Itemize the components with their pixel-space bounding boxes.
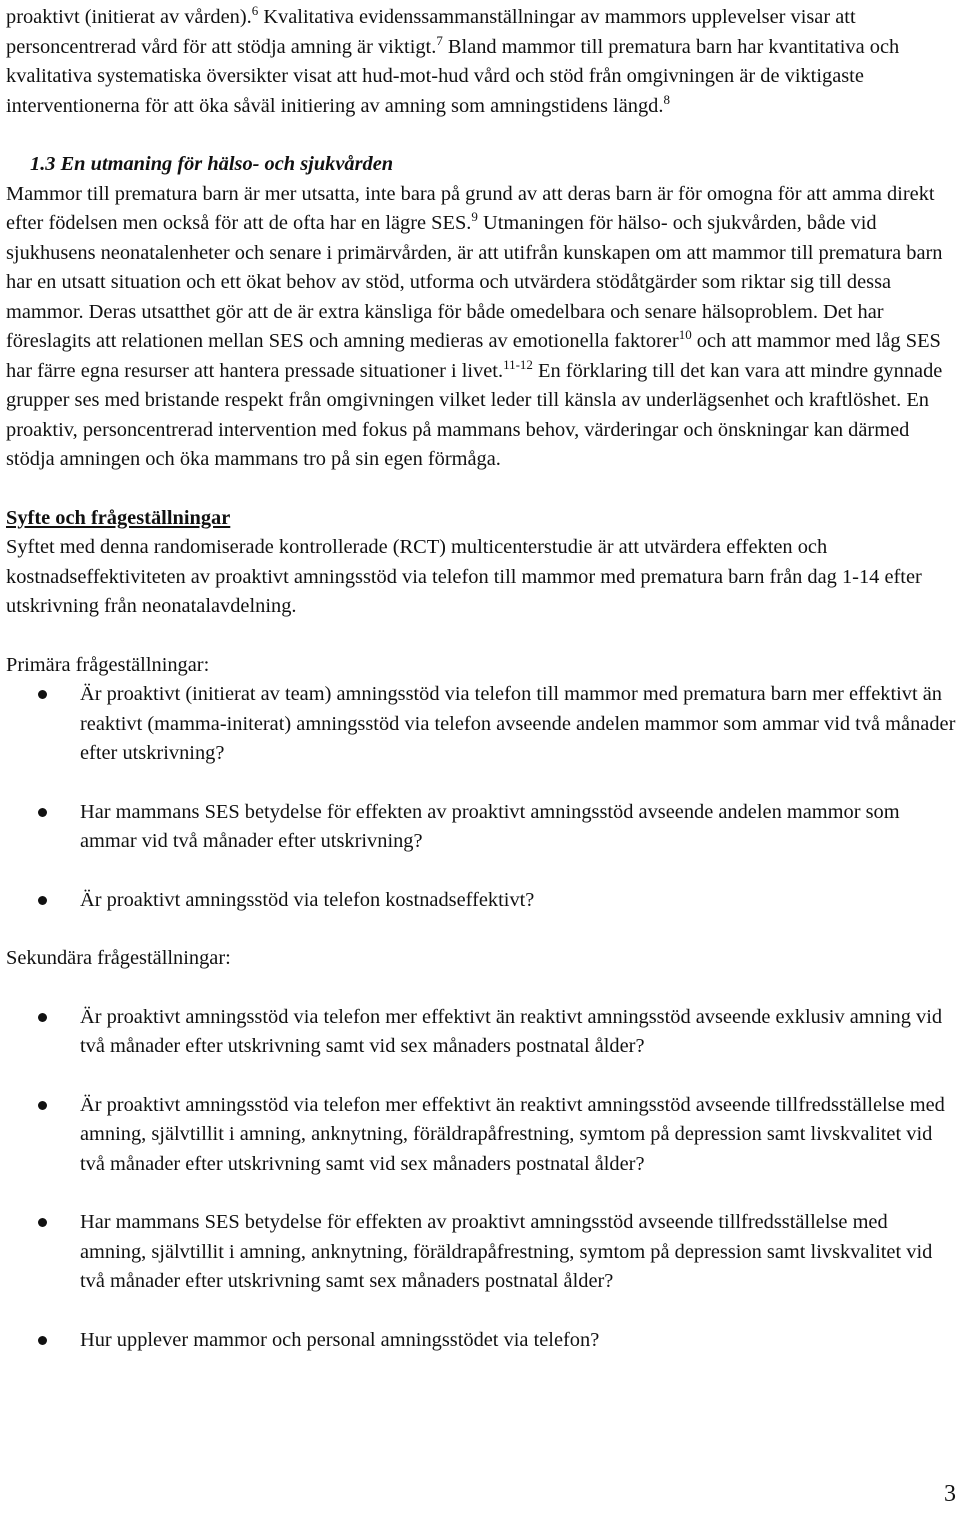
reference-8: 8 — [663, 91, 670, 107]
primary-questions-list — [6, 680, 956, 915]
secondary-questions-list — [6, 1003, 956, 1356]
bullet-icon — [38, 1336, 47, 1345]
bullet-icon — [38, 896, 47, 905]
bullet-icon — [38, 808, 47, 817]
list-item: Har mammans SES betydelse för effekten av proaktivt amningsstöd avseende andelen mammor som ammar vid två månader efter utskrivning? — [6, 798, 956, 857]
list-item: Hur upplever mammor och personal amningsstödet via telefon? — [6, 1326, 956, 1356]
reference-9: 9 — [471, 209, 478, 224]
list-item: Är proaktivt amningsstöd via telefon kostnadseffektivt? — [6, 886, 956, 916]
syfte-heading: Syfte och frågeställningar — [6, 506, 231, 529]
list-item: Har mammans SES betydelse för effekten av proaktivt amningsstöd avseende tillfredsställelse med amning, självtillit i amning, anknytning, föräldrapåfrestning, symtom på depression samt livskvalitet vid två månader efter utskrivning samt sex månaders postnatal ålder? — [6, 1208, 956, 1297]
bullet-icon — [38, 1101, 47, 1110]
intro-paragraph: proaktivt (initierat av vården).$^6$ Kvalitativa evidenssammanställningar av mammors upplevelser visar att personcentrerad vård för att stödja amning är viktigt.$^7$ Bland mammor till prematura barn har kvantitativa och kvalitativa systematiska översikter visat att hud-mot-hud vård och stöd från omgivningen är de viktigaste interventionerna för att öka såväl initiering av amning som amningstidens längd.$^8$ — [6, 3, 900, 117]
bullet-icon — [38, 1013, 47, 1022]
secondary-questions-label: Sekundära frågeställningar: — [6, 947, 231, 969]
bullet-icon — [38, 690, 47, 699]
section-heading-1-3: 1.3 En utmaning för hälso- och sjukvården — [30, 153, 394, 175]
list-item: Är proaktivt amningsstöd via telefon mer effektivt än reaktivt amningsstöd avseende tillfredsställelse med amning, självtillit i amning, anknytning, föräldrapåfrestning, symtom på depression samt livskvalitet vid två månader efter utskrivning samt vid sex månaders postnatal ålder? — [6, 1091, 956, 1180]
page-number: 3 — [944, 1481, 956, 1507]
reference-10: 10 — [678, 327, 692, 342]
primary-questions-label: Primära frågeställningar: — [6, 653, 210, 676]
reference-7: 7 — [436, 32, 443, 48]
document-page — [6, 3, 956, 1355]
reference-11-12: 11-12 — [503, 356, 533, 372]
reference-6: 6 — [251, 3, 259, 18]
bullet-icon — [38, 1218, 47, 1227]
syfte-paragraph: Syftet med denna randomiserade kontrollerade (RCT) multicenterstudie är att utvärdera effekten och kostnadseffektiviteten av proaktivt amningsstöd via telefon till mammor med prematura barn från dag 1-14 efter utskrivning från neonatalavdelning. — [6, 536, 922, 617]
section-1-3-paragraph: Mammor till prematura barn är mer utsatta, inte bara på grund av att deras barn är för omogna för att amma direkt efter födelsen men också för att de ofta har en lägre SES.$^9$ Utmaningen för hälso- och sjukvården, både vid sjukhusens neonatalenheter och senare i primärvården, är att utifrån kunskapen om att mammor till prematura barn har en utsatt situation och ett ökat behov av stöd, utforma och utvärdera stödåtgärder som riktar sig till dessa mammor. Deras utsatthet gör att de är extra känsliga för både omedelbara och senare hälsoproblem. Det har föreslagits att relationen mellan SES och amning medieras av emotionella faktorer$^{10}$ och att mammor med låg SES har färre egna resurser att hantera pressade situationer i livet.$^{11-12}$ En förklaring till det kan vara att mindre gynnade grupper ses med bristande respekt från omgivningen vilket leder till känsla av underlägsenhet och kraftlöshet. En proaktiv, personcentrerad intervention med fokus på mammans behov, värderingar och önskningar kan därmed stödja amningen och öka mammans tro på sin egen förmåga. — [6, 182, 943, 470]
list-item: Är proaktivt amningsstöd via telefon mer effektivt än reaktivt amningsstöd avseende exklusiv amning vid två månader efter utskrivning samt vid sex månaders postnatal ålder? — [6, 1003, 956, 1062]
list-item: Är proaktivt (initierat av team) amningsstöd via telefon till mammor med prematura barn mer effektivt än reaktivt (mamma-initerat) amningsstöd via telefon avseende andelen mammor som ammar vid två månader efter utskrivning? — [6, 680, 956, 769]
